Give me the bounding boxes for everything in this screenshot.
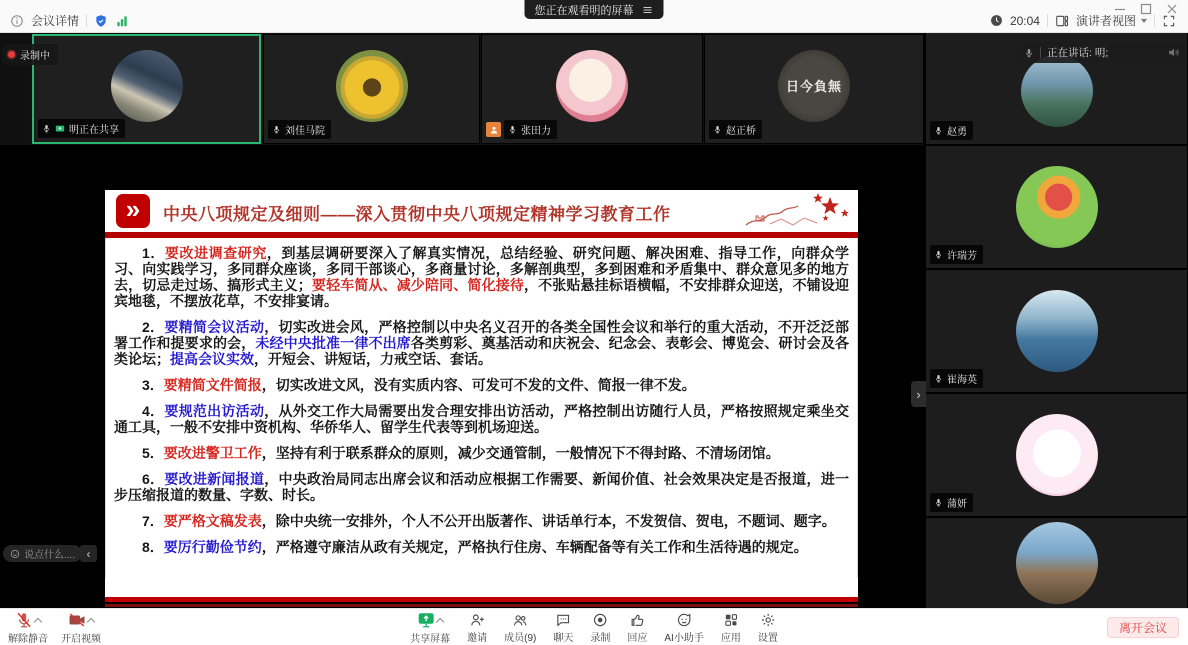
participant-name: 赵正桥 [726,126,756,137]
participant-name-label [38,119,125,138]
chevron-up-icon[interactable] [87,617,95,625]
divider [1154,14,1155,27]
apps-grid-icon [723,612,739,628]
participant-name-label [930,121,973,140]
avatar [778,50,850,122]
mic-icon [713,125,722,134]
participant-cell[interactable] [926,394,1187,516]
leave-meeting-button[interactable]: 离开会议 [1107,617,1179,638]
avatar [1016,414,1098,496]
participant-cell[interactable] [926,518,1187,608]
participant-cell[interactable] [926,146,1187,268]
video-tile[interactable] [263,34,480,144]
bottom-toolbar [0,608,1188,645]
recording-label: 录制中 [20,51,50,62]
divider [86,14,87,27]
slide-item-2: 2．要精简会议活动，切实改进会风，严格控制以中央名义召开的各类全国性会议和举行的重大活动，不开泛泛部署工作和提要求的会，未经中央批准一律不出席各类剪彩、奠基活动和庆祝会、纪念会、表彰会、博览会、研讨会及各类论坛；提高会议实效，开短会、讲短话，力戒空话、套话。 [114,319,850,367]
view-mode-button[interactable]: 演讲者视图 [1075,14,1136,28]
record-button[interactable]: 录制 [590,612,610,644]
ai-assistant-button[interactable]: AI小助手 [664,612,703,644]
quick-chat-input[interactable] [3,545,82,562]
avatar [1016,166,1098,248]
participants-sidebar [925,33,1188,608]
titlebar-left-group [10,12,129,29]
participant-name: 蒲妍 [947,499,967,510]
gear-icon [760,612,776,628]
avatar-calligraphy-text: 日今負無 [785,79,842,95]
mic-muted-icon [15,611,33,629]
clock-icon [990,14,1003,27]
fullscreen-icon[interactable] [1162,14,1176,28]
invite-button[interactable]: 邀请 [467,612,487,644]
shared-screen-area [0,145,924,608]
divider [1047,14,1048,27]
mic-icon [934,498,943,507]
record-icon [592,612,608,628]
participant-name: 张田力 [521,126,551,137]
chevron-up-icon[interactable] [436,617,444,625]
great-wall-stars-decoration [742,191,852,231]
mic-icon [1024,48,1034,58]
watching-banner[interactable] [525,0,664,19]
mic-icon [934,374,943,383]
meeting-details-button[interactable]: 会议详情 [31,14,80,28]
speaker-view-icon[interactable] [1055,14,1069,28]
speaking-banner [1017,42,1187,63]
chat-collapse-button[interactable]: ‹ [80,545,97,562]
chat-icon [555,612,571,628]
members-icon [512,612,528,628]
audio-video-controls [8,609,101,645]
ai-assistant-icon [676,612,692,628]
slide-item-3: 3．要精简文件简报，切实改进文风，没有实质内容、可发可不发的文件、简报一律不发。 [142,377,696,393]
speaker-volume-icon [1167,46,1180,59]
participant-name: 崔海英 [947,375,977,386]
slide-item-6: 6．要改进新闻报道，中央政治局同志出席会议和活动应根据工作需要、新闻价值、社会效果决定是否报道，进一步压缩报道的数量、字数、时长。 [114,471,849,503]
video-tile[interactable] [704,34,924,144]
participant-name-label [930,369,983,388]
avatar [1016,290,1098,372]
participant-name-label [930,493,973,512]
participant-name: 许瑞芳 [947,251,977,262]
watching-banner-text: 您正在观看明的屏幕 [534,4,634,17]
mic-icon [934,250,943,259]
emoji-icon[interactable] [10,549,20,559]
unmute-button[interactable]: 解除静音 [8,611,48,645]
avatar [336,50,408,122]
participant-cell[interactable] [926,270,1187,392]
slide-item-8: 8．要厉行勤俭节约，严格遵守廉洁从政有关规定，严格执行住房、车辆配备等有关工作和生活待遇的规定。 [142,539,808,555]
presentation-slide [105,190,858,597]
recording-dot-icon [8,51,15,58]
screen-share-icon [55,124,65,134]
chat-placeholder: 说点什么.... [24,550,76,561]
mic-icon [934,126,943,135]
participant-name: 赵勇 [947,127,967,138]
chevron-up-icon[interactable] [34,617,42,625]
reaction-icon [629,612,645,628]
start-video-button[interactable]: 开启视频 [61,611,101,645]
avatar [1016,522,1098,604]
chat-button[interactable]: 聊天 [553,612,573,644]
network-signal-icon[interactable] [115,14,129,28]
invite-icon [469,612,485,628]
speaking-banner-text: 正在讲话: 明; [1047,47,1109,59]
share-screen-button[interactable]: 共享屏幕 [410,611,450,645]
reaction-button[interactable]: 回应 [627,612,647,644]
avatar [111,50,183,122]
titlebar [0,0,1188,33]
participant-name: 明正在共享 [69,125,119,136]
info-icon[interactable] [10,14,24,28]
chevron-badge: » [116,194,150,228]
apps-button[interactable]: 应用 [721,612,741,644]
titlebar-right-group [990,12,1176,29]
meeting-timer: 20:04 [1009,13,1040,28]
avatar [1021,55,1093,127]
participant-name-label [268,120,331,139]
chevron-down-icon [1141,19,1147,23]
settings-button[interactable]: 设置 [758,612,778,644]
slide-bottom-band [105,597,858,602]
participant-name-label [504,120,557,139]
divider [1040,47,1041,58]
mic-icon [508,125,517,134]
share-screen-icon [417,611,435,629]
slide-body [105,238,858,578]
sidebar-collapse-button[interactable]: › [911,381,926,407]
avatar [556,50,628,122]
mic-icon [272,125,281,134]
video-tile-sharing[interactable] [32,34,261,144]
slide-item-7: 7．要严格文稿发表，除中央统一安排外，个人不公开出版著作、讲话单行本，不发贺信、贺电，不题词、题字。 [142,513,836,529]
participant-name-label [930,245,983,264]
participant-name: 刘佳马院 [285,126,325,137]
banner-menu-icon[interactable] [642,4,654,16]
slide-title: 中央八项规定及细则——深入贯彻中央八项规定精神学习教育工作 [163,204,671,224]
slide-header [105,190,858,232]
host-badge-icon [486,122,501,137]
slide-bottom-line [105,604,858,607]
meeting-tools [410,609,778,645]
slide-item-5: 5．要改进警卫工作，坚持有利于联系群众的原则，减少交通管制，一般情况下不得封路、不清场闭馆。 [142,445,780,461]
slide-item-4: 4．要规范出访活动，从外交工作大局需要出发合理安排出访活动，严格控制出访随行人员，严格按照规定乘坐交通工具，一般不安排中资机构、华侨华人、留学生代表等到机场迎送。 [114,403,849,435]
video-thumbnail-strip [0,33,924,145]
members-button[interactable]: 成员(9) [504,612,536,644]
slide-item-1: 1．要改进调查研究，到基层调研要深入了解真实情况，总结经验、研究问题、解决困难、指导工作，向群众学习、向实践学习，多同群众座谈，多同干部谈心，多商量讨论，多解剖典型，多到困难和矛盾集中、群众意见多的地方去，切忌走过场、搞形式主义；要轻车简从、减少陪同、简化接待，不张贴悬挂标语横幅，不安排群众迎送，不铺设迎宾地毯，不摆放花草，不安排宴请。 [114,245,850,309]
recording-indicator [2,44,58,65]
participant-name-label [709,120,762,139]
security-shield-icon[interactable] [94,14,108,28]
camera-off-icon [68,611,86,629]
mic-icon [42,124,51,133]
video-tile[interactable] [481,34,703,144]
